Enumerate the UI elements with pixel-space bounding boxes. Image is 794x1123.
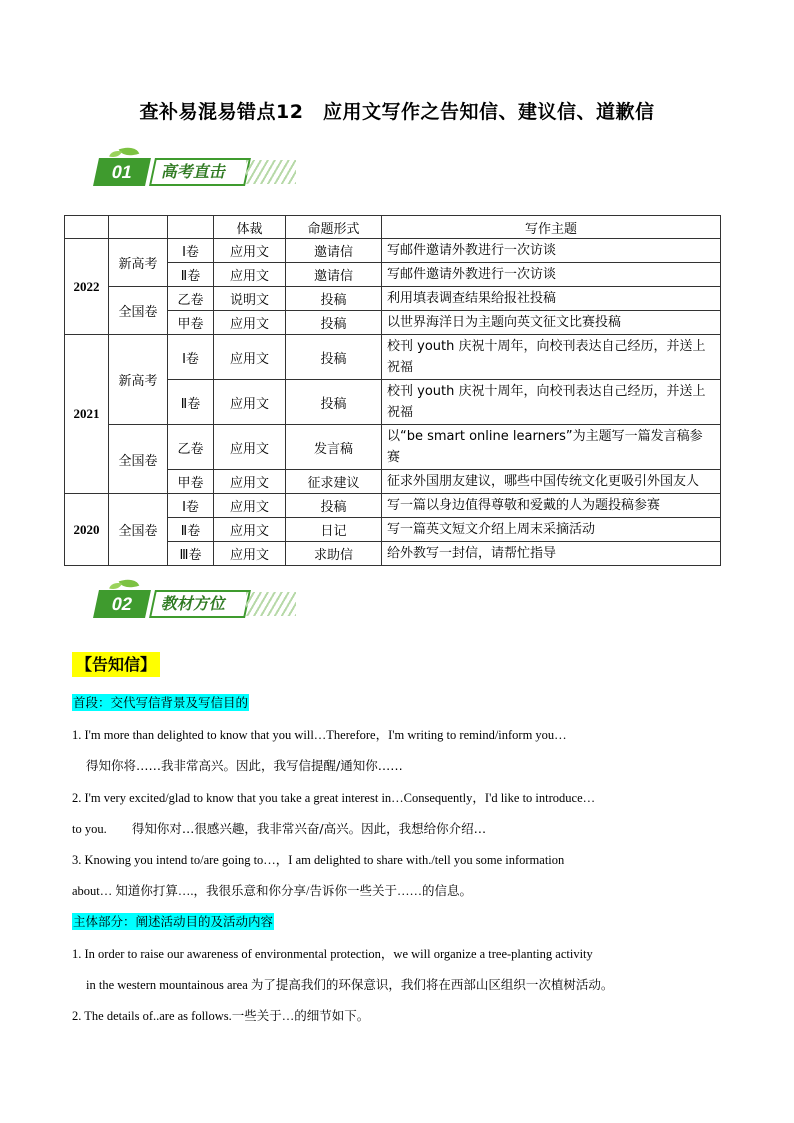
header-ticai: 体裁 [214, 216, 286, 239]
table-header-row [65, 216, 721, 239]
genre-cell: 应用文 [214, 380, 286, 425]
year-cell: 2022 [65, 239, 109, 335]
paper-cell: Ⅰ卷 [168, 239, 214, 263]
section-label: 高考直击 [149, 158, 251, 186]
subheading-opening [72, 693, 249, 711]
decor-stripe [246, 592, 296, 616]
theme-cell: 校刊 youth 庆祝十周年，向校刊表达自己经历，并送上祝福 [382, 380, 721, 425]
example-text: to you. [72, 822, 107, 836]
theme-cell: 给外教写一封信，请帮忙指导 [382, 542, 721, 566]
form-cell: 投稿 [286, 494, 382, 518]
paper-cell: Ⅱ卷 [168, 263, 214, 287]
table-row [65, 425, 721, 470]
form-cell: 邀请信 [286, 239, 382, 263]
paper-cell: Ⅱ卷 [168, 518, 214, 542]
example-line: 1. I'm more than delighted to know that you will…Therefore，I'm writing to remind/inform you… [72, 728, 567, 742]
theme-cell: 以世界海洋日为主题向英文征文比赛投稿 [382, 311, 721, 335]
theme-cell: 以“be smart online learners”为主题写一篇发言稿参赛 [382, 425, 721, 470]
page-title: 查补易混易错点12 应用文写作之告知信、建议信、道歉信 [139, 101, 655, 123]
paper-cell: 甲卷 [168, 311, 214, 335]
form-cell: 征求建议 [286, 470, 382, 494]
example-line: 2. I'm very excited/glad to know that you take a great interest in…Consequently，I'd like to introduce… [72, 791, 596, 805]
form-cell: 求助信 [286, 542, 382, 566]
table-row [65, 494, 721, 518]
example-line [72, 819, 486, 837]
example-line: 2. The details of..are as follows.一些关于…的细节如下。 [72, 1009, 370, 1023]
letter-type-heading: 【告知信】 [72, 652, 160, 677]
genre-cell: 说明文 [214, 287, 286, 311]
form-cell: 投稿 [286, 335, 382, 380]
example-line: in the western mountainous area 为了提高我们的环保意识，我们将在西部山区组织一次植树活动。 [86, 978, 614, 992]
paper-cell: Ⅱ卷 [168, 380, 214, 425]
paper-cell: 乙卷 [168, 425, 214, 470]
example-line: 3. Knowing you intend to/are going to…，I am delighted to share with./tell you some information [72, 853, 565, 867]
table-row [65, 239, 721, 263]
section-label: 教材方位 [149, 590, 251, 618]
table-row [65, 287, 721, 311]
paper-cell: 乙卷 [168, 287, 214, 311]
section-badge-01 [96, 152, 306, 188]
section-number: 02 [93, 590, 151, 618]
paper-cell: 甲卷 [168, 470, 214, 494]
example-line: about… 知道你打算….，我很乐意和你分享/告诉你一些关于……的信息。 [72, 884, 472, 898]
genre-cell: 应用文 [214, 542, 286, 566]
form-cell: 投稿 [286, 311, 382, 335]
genre-cell: 应用文 [214, 239, 286, 263]
highlight-text: 首段：交代写信背景及写信目的 [73, 695, 249, 710]
year-cell: 2021 [65, 335, 109, 494]
genre-cell: 应用文 [214, 335, 286, 380]
translation-text: 得知你对…很感兴趣，我非常兴奋/高兴。因此，我想给你介绍… [131, 821, 487, 836]
genre-cell: 应用文 [214, 494, 286, 518]
exam-table [64, 215, 721, 566]
category-cell: 新高考 [109, 335, 168, 425]
category-cell: 新高考 [109, 239, 168, 287]
theme-cell: 征求外国朋友建议，哪些中国传统文化更吸引外国友人 [382, 470, 721, 494]
theme-cell: 写一篇英文短文介绍上周末采摘活动 [382, 518, 721, 542]
category-cell: 全国卷 [109, 287, 168, 335]
form-cell: 发言稿 [286, 425, 382, 470]
form-cell: 投稿 [286, 380, 382, 425]
genre-cell: 应用文 [214, 263, 286, 287]
theme-cell: 写邮件邀请外教进行一次访谈 [382, 263, 721, 287]
section-number: 01 [93, 158, 151, 186]
form-cell: 投稿 [286, 287, 382, 311]
subheading-body [72, 912, 274, 930]
section-badge-02 [96, 584, 306, 620]
form-cell: 邀请信 [286, 263, 382, 287]
paper-cell: Ⅰ卷 [168, 494, 214, 518]
theme-cell: 写一篇以身边值得尊敬和爱戴的人为题投稿参赛 [382, 494, 721, 518]
decor-stripe [246, 160, 296, 184]
table-row [65, 335, 721, 380]
theme-cell: 校刊 youth 庆祝十周年，向校刊表达自己经历，并送上祝福 [382, 335, 721, 380]
theme-cell: 利用填表调查结果给报社投稿 [382, 287, 721, 311]
genre-cell: 应用文 [214, 470, 286, 494]
example-line: 1. In order to raise our awareness of environmental protection，we will organize a tree-planting activity [72, 947, 593, 961]
genre-cell: 应用文 [214, 425, 286, 470]
form-cell: 日记 [286, 518, 382, 542]
category-cell: 全国卷 [109, 494, 168, 566]
translation-line: 得知你将……我非常高兴。因此，我写信提醒/通知你…… [86, 758, 403, 773]
genre-cell: 应用文 [214, 518, 286, 542]
theme-cell: 写邮件邀请外教进行一次访谈 [382, 239, 721, 263]
paper-cell: Ⅰ卷 [168, 335, 214, 380]
header-xingshi: 命题形式 [286, 216, 382, 239]
paper-cell: Ⅲ卷 [168, 542, 214, 566]
category-cell: 全国卷 [109, 425, 168, 494]
header-zhuti: 写作主题 [382, 216, 721, 239]
year-cell: 2020 [65, 494, 109, 566]
highlight-text: 主体部分：阐述活动目的及活动内容 [73, 914, 274, 929]
genre-cell: 应用文 [214, 311, 286, 335]
